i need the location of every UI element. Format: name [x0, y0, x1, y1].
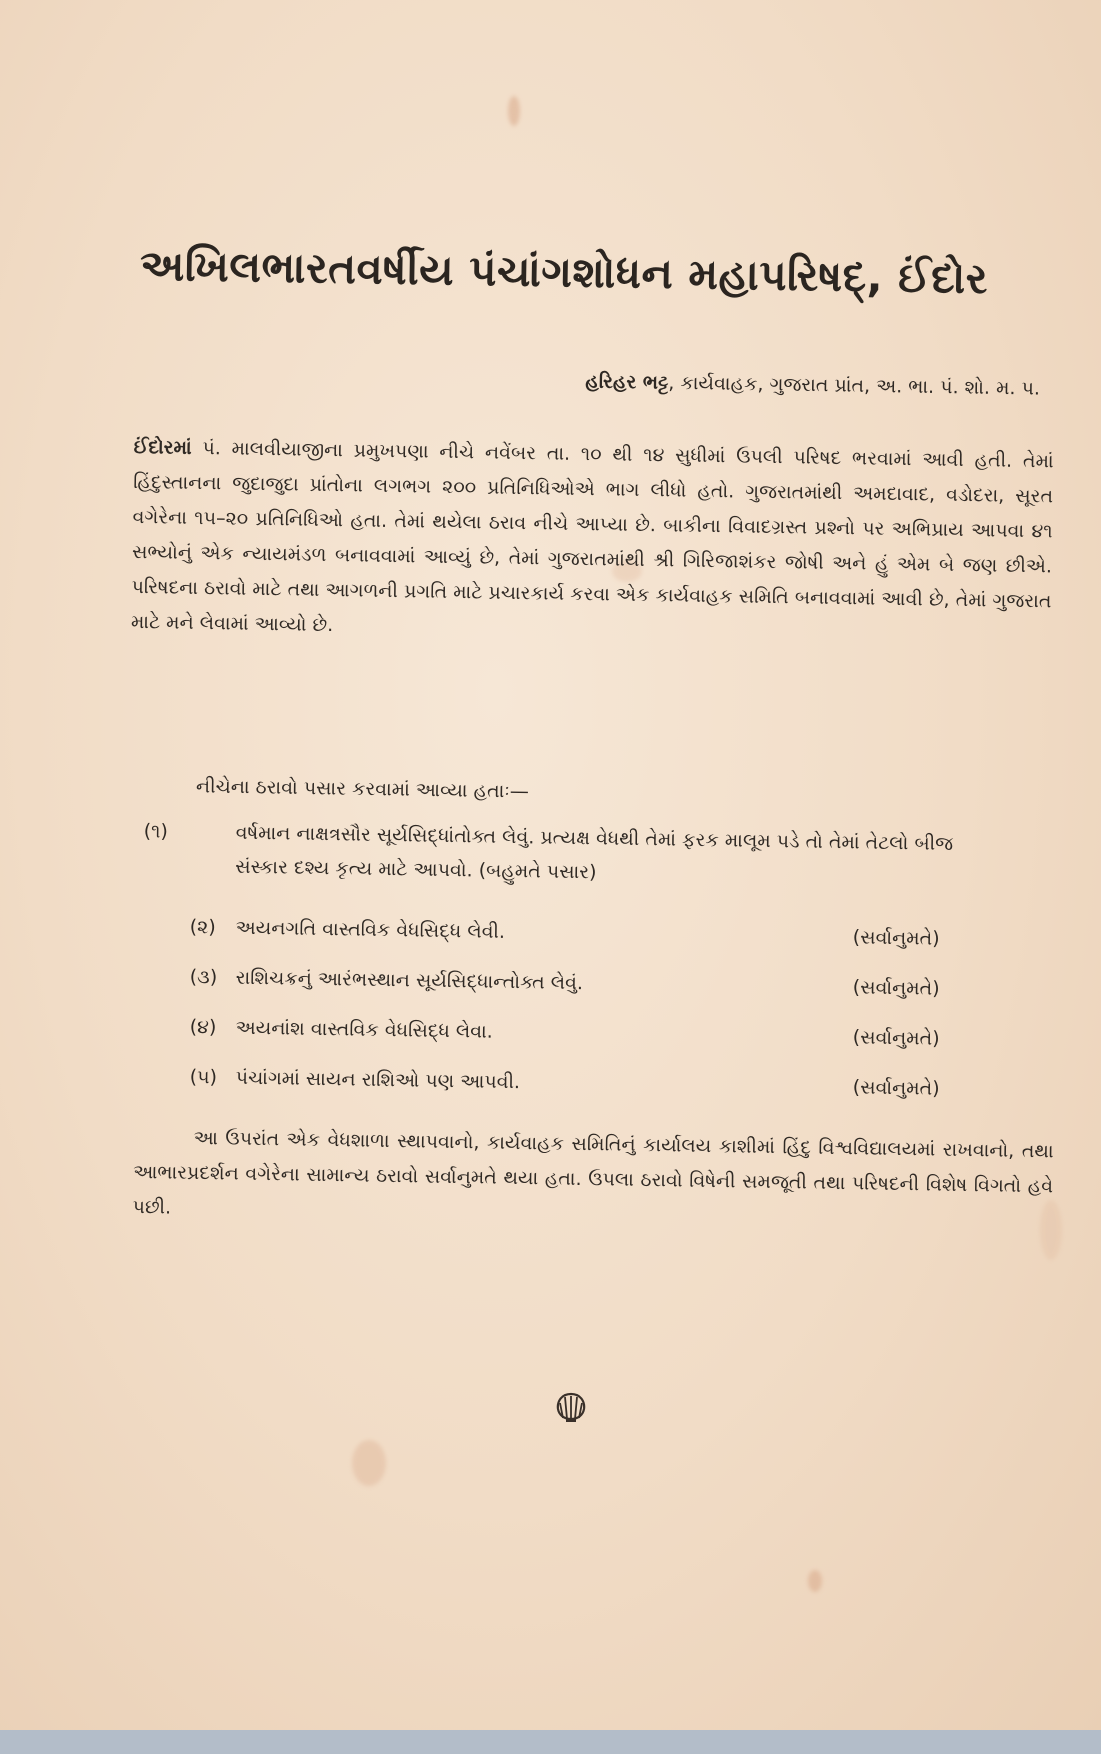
- resolution-text: અયનગતિ વાસ્તવિક વેધસિદ્ધ લેવી.: [235, 916, 506, 943]
- paper-stain: [808, 1570, 822, 1592]
- resolutions-intro: નીચેના ઠરાવો પસાર કરવામાં આવ્યા હતાઃ—: [195, 775, 529, 803]
- paragraph-lead-word: ઈંદોરમાં: [133, 435, 192, 459]
- resolution-item: [189, 1010, 939, 1056]
- resolution-item: [189, 910, 939, 956]
- resolution-text: પંચાંગમાં સાયન રાશિઓ પણ આપવી.: [235, 1066, 521, 1094]
- author-role: , કાર્યવાહક, ગુજરાત પ્રાંત, અ. ભા. પં. શો. મ. પ.: [668, 371, 1041, 400]
- resolution-number: (૨): [189, 915, 216, 939]
- resolution-number: (૪): [189, 1015, 217, 1039]
- resolution-text: વર્ષમાન નાક્ષત્રસૌર સૂર્યસિદ્ધાંતોક્ત લેવું. પ્રત્યક્ષ વેધથી તેમાં ફરક માલૂમ પડે તો તેમાં તેટલો બીજ સંસ્કાર દશ્ય કૃત્ય માટે આપવો.: [235, 821, 954, 882]
- resolution-number: (૩): [189, 965, 218, 989]
- resolution-verdict: (સર્વાનુમતે): [852, 1026, 940, 1050]
- paragraph-text: પં. માલવીયાજીના પ્રમુખપણા નીચે નવેંબર તા. ૧૦ થી ૧૪ સુધીમાં ઉપલી પરિષદ ભરવામાં આવી હતી. તેમાં હિંદુસ્તાનના જુદાજુદા પ્રાંતોના લગભગ ૨૦૦ પ્રતિનિધિઓએ ભાગ લીધો હતો. ગુજરાતમાંથી અમદાવાદ, વડોદરા, સૂરત વગેરેના ૧૫–૨૦ પ્રતિનિધિઓ હતા. તેમાં થયેલા ઠરાવ નીચે આપ્યા છે. બાકીના વિવાદગ્રસ્ત પ્રશ્નો પર અભિપ્રાય આપવા ૪૧ સભ્યોનું એક ન્યાયમંડળ બનાવવામાં આવ્યું છે, તેમાં ગુજરાતમાંથી શ્રી ગિરિજાશંકર જોષી અને હું એમ બે જણ છીએ. પરિષદના ઠરાવો માટે તથા આગળની પ્રગતિ માટે પ્રચારકાર્ય કરવા એક કાર્યવાહક સમિતિ બનાવવામાં આવી છે, તેમાં ગુજરાત માટે મને લેવામાં આવ્યો છે.: [130, 436, 1054, 637]
- resolution-text: અયનાંશ વાસ્તવિક વેધસિદ્ધ લેવા.: [235, 1016, 493, 1043]
- resolution-verdict: (બહુમતે પસાર): [478, 859, 597, 884]
- resolution-text: રાશિચક્રનું આરંભસ્થાન સૂર્યસિદ્ધાન્તોક્ત લેવું.: [235, 966, 584, 995]
- resolution-number: (૫): [189, 1065, 218, 1089]
- paper-stain: [352, 1440, 386, 1486]
- page-title: અખિલભારતવર્ષીય પંચાંગશોધન મહાપરિષદ્, ઈંદોર: [139, 240, 989, 304]
- paragraph-closing: આ ઉપરાંત એક વેધશાળા સ્થાપવાનો, કાર્યવાહક સમિતિનું કાર્યાલય કાશીમાં હિંદુ વિશ્વવિદ્યાલયમાં રાખવાનો, તથા આભારપ્રદર્શન વગેરેના સામાન્ય ઠરાવો સર્વાનુમતે થયા હતા. ઉપલા ઠરાવો વિષેની સમજૂતી તથા પરિષદની વિશેષ વિગતો હવે પછી.: [132, 1126, 1054, 1219]
- author-name: હરિહર ભટ્ટ: [585, 370, 669, 394]
- byline: [320, 366, 1040, 399]
- resolution-verdict: (સર્વાનુમતે): [852, 1076, 940, 1100]
- shell-ornament-icon: [556, 1392, 586, 1424]
- resolution-verdict: (સર્વાનુમતે): [852, 976, 940, 1000]
- paper-stain: [508, 96, 520, 126]
- resolution-number: (૧): [143, 820, 169, 843]
- scan-border: [0, 1730, 1101, 1754]
- resolution-item: [143, 815, 970, 895]
- resolution-item: [189, 960, 939, 1006]
- resolution-verdict: (સર્વાનુમતે): [852, 926, 940, 950]
- resolution-item: [189, 1060, 939, 1106]
- paragraph-intro: [131, 430, 1054, 654]
